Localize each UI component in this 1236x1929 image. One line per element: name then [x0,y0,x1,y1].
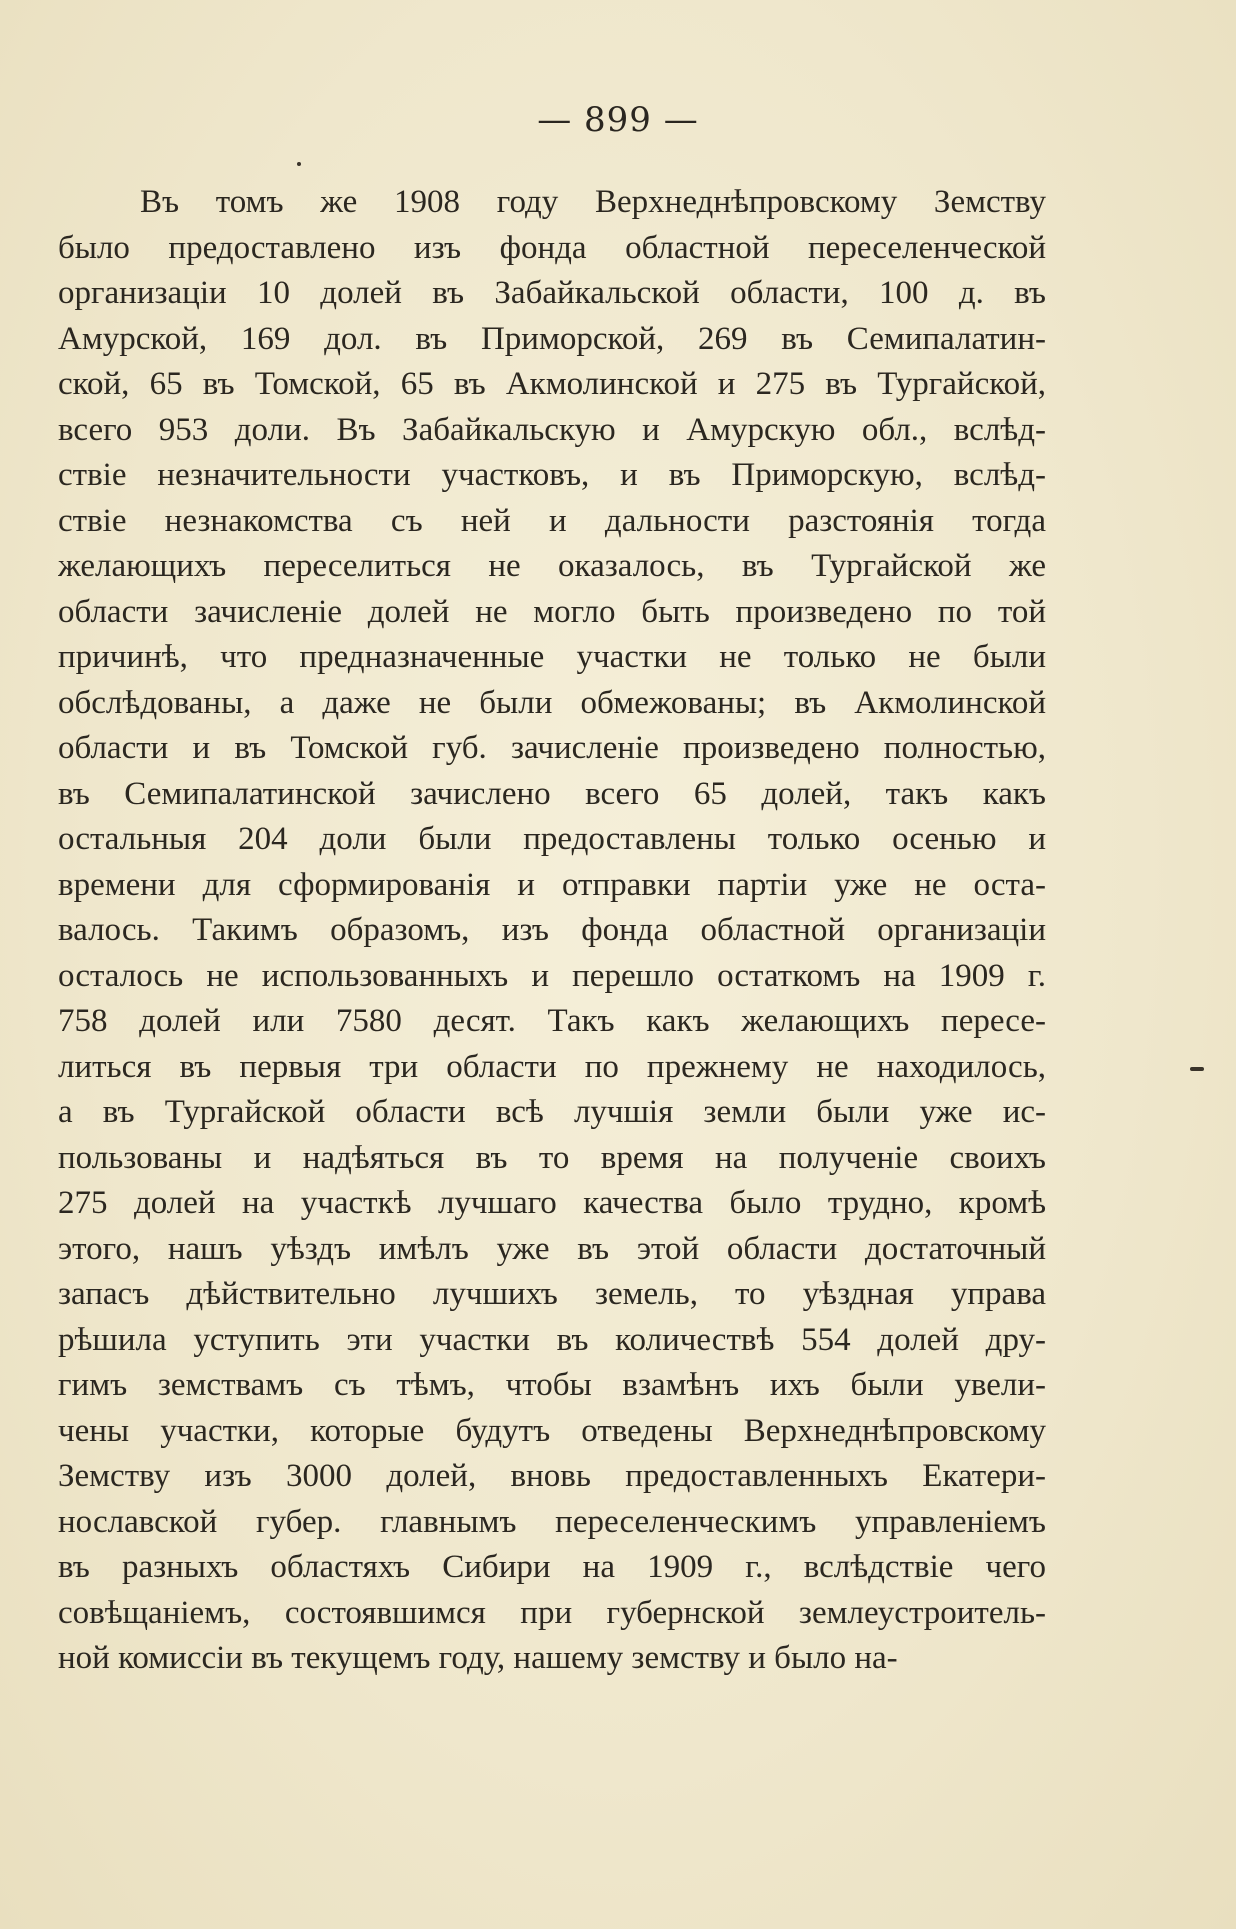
text-line: этого, нашъ уѣздъ имѣлъ уже въ этой области достаточный [58,1230,1046,1267]
ink-speck [297,162,301,166]
page-number: — 899 — [537,100,699,140]
text-line: пользованы и надѣяться въ то время на полученiе своихъ [58,1139,1046,1176]
text-line: времени для сформированiя и отправки партiи уже не оста- [58,866,1046,903]
text-line: гимъ земствамъ съ тѣмъ, чтобы взамѣнъ ихъ были увели- [58,1367,1046,1403]
text-line: литься въ первыя три области по прежнему не находилось, [58,1048,1046,1085]
text-line: запасъ дѣйствительно лучшихъ земель, то уѣздная управа [58,1276,1046,1312]
text-line: области и въ Томской губ. зачисленiе произведено полностью, [58,730,1046,766]
text-line: Амурской, 169 дол. въ Приморской, 269 въ Семипалатин- [58,320,1046,357]
ink-speck [1190,1067,1204,1071]
text-line: въ Семипалатинской зачислено всего 65 долей, такъ какъ [58,775,1046,812]
text-line: было предоставлено изъ фонда областной переселенческой [58,229,1046,266]
text-line: обслѣдованы, а даже не были обмежованы; въ Акмолинской [58,684,1046,721]
text-line: остальныя 204 доли были предоставлены только осенью и [58,821,1046,857]
text-line: ствiе незначительности участковъ, и въ Приморскую, вслѣд- [58,457,1046,493]
text-line: въ разныхъ областяхъ Сибири на 1909 г., вслѣдствiе чего [58,1549,1046,1585]
text-line: ской, 65 въ Томской, 65 въ Акмолинской и 275 въ Тургайской, [58,366,1046,402]
text-line: нославской губер. главнымъ переселенческимъ управленiемъ [58,1503,1046,1540]
text-line: а въ Тургайской области всѣ лучшiя земли были уже ис- [58,1094,1046,1130]
text-line: причинѣ, что предназначенные участки не только не были [58,639,1046,675]
text-line: валось. Такимъ образомъ, изъ фонда областной организацiи [58,912,1046,948]
text-line: желающихъ переселиться не оказалось, въ Тургайской же [58,548,1046,584]
text-line: рѣшила уступить эти участки въ количествѣ 554 долей дру- [58,1321,1046,1358]
body-paragraph [58,180,1046,1682]
text-line: области зачисленiе долей не могло быть произведено по той [58,593,1046,630]
text-line: чены участки, которые будутъ отведены Верхнеднѣпровскому [58,1412,1046,1449]
text-line: Земству изъ 3000 долей, вновь предоставленныхъ Екатери- [58,1458,1046,1494]
text-line: 758 долей или 7580 десят. Такъ какъ желающихъ пересе- [58,1003,1046,1039]
text-line: 275 долей на участкѣ лучшаго качества было трудно, кромѣ [58,1185,1046,1221]
text-line: ствiе незнакомства съ ней и дальности разстоянiя тогда [58,502,1046,539]
text-line: осталось не использованныхъ и перешло остаткомъ на 1909 г. [58,957,1046,994]
text-line: Въ томъ же 1908 году Верхнеднѣпровскому Земству [140,184,1046,220]
text-line: всего 953 доли. Въ Забайкальскую и Амурскую обл., вслѣд- [58,411,1046,448]
text-line: организацiи 10 долей въ Забайкальской области, 100 д. въ [58,275,1046,311]
text-line: ной комиссiи въ текущемъ году, нашему земству и было на- [58,1640,898,1676]
text-line: совѣщанiемъ, состоявшимся при губернской землеустроитель- [58,1594,1046,1631]
